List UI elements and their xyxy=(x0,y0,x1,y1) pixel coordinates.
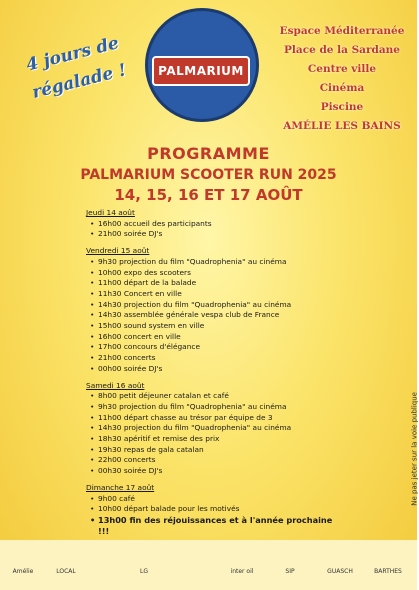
event-item: • 14h30 projection du film "Quadrophenia" au cinéma xyxy=(98,300,336,311)
event-item: • 8h00 petit déjeuner catalan et café xyxy=(98,391,336,402)
event-item: • 00h00 soirée DJ's xyxy=(98,364,336,375)
event-item: • 9h00 café xyxy=(98,494,336,505)
venue: AMÉLIE LES BAINS xyxy=(283,120,401,132)
venue: Piscine xyxy=(320,101,364,113)
event-item: • 11h00 départ chasse au trésor par équipe de 3 xyxy=(98,413,336,424)
venue: Cinéma xyxy=(319,82,365,94)
sponsor-logo: inter oil xyxy=(230,567,254,575)
event-item: • 9h30 projection du film "Quadrophenia" au cinéma xyxy=(98,402,336,413)
event-item: • 00h30 soirée DJ's xyxy=(98,466,336,477)
day-title: Samedi 16 août xyxy=(86,380,145,390)
sponsor-logo: Amélie xyxy=(12,567,34,575)
event-item: • 16h00 accueil des participants xyxy=(98,219,336,230)
sponsor-logo: BARTHES xyxy=(374,567,402,575)
event-item: • 21h00 concerts xyxy=(98,353,336,364)
day-section xyxy=(86,381,336,477)
sponsor-logo: SIP xyxy=(285,567,295,575)
event-item: • 17h00 concours d'élégance xyxy=(98,342,336,353)
venue: Espace Méditerranée xyxy=(279,25,405,37)
event-item: • 18h30 apéritif et remise des prix xyxy=(98,434,336,445)
day-title: Dimanche 17 août xyxy=(86,482,155,492)
logo-banner: PALMARIUM xyxy=(152,56,250,86)
programme-heading: PROGRAMME xyxy=(147,144,270,163)
event-item: • 10h00 départ balade pour les motivés xyxy=(98,504,336,515)
tagline: 4 jours de régalade ! xyxy=(24,33,129,103)
event-item: • 10h00 expo des scooters xyxy=(98,268,336,279)
sponsor-logo xyxy=(194,558,218,584)
event-item: • 15h00 sound system en ville xyxy=(98,321,336,332)
event-item: • 14h30 projection du film "Quadrophenia" au cinéma xyxy=(98,423,336,434)
sponsor-logo xyxy=(162,558,188,584)
day-section xyxy=(86,246,336,374)
event-item: • 19h30 repas de gala catalan xyxy=(98,445,336,456)
event-item: • 9h30 projection du film "Quadrophenia" au cinéma xyxy=(98,257,336,268)
event-item: • 16h00 concert en ville xyxy=(98,332,336,343)
day-title: Vendredi 15 août xyxy=(86,246,150,256)
event-highlight: • 13h00 fin des réjouissances et à l'année prochaine !!! xyxy=(98,515,336,536)
venue: Place de la Sardane xyxy=(284,44,400,56)
venues-list xyxy=(277,22,407,136)
sponsor-logo: GUASCH xyxy=(327,567,353,575)
title-block xyxy=(0,143,417,205)
event-item: • 14h30 assemblée générale vespa club de France xyxy=(98,310,336,321)
sponsor-logo: LOCAL xyxy=(56,567,76,575)
venue: Centre ville xyxy=(307,63,377,75)
sponsor-logo: LG xyxy=(140,567,148,575)
event-name: PALMARIUM SCOOTER RUN 2025 xyxy=(80,167,337,183)
sponsor-bar xyxy=(0,540,417,590)
event-dates: 14, 15, 16 ET 17 AOÛT xyxy=(114,186,303,204)
event-item: • 11h00 départ de la balade xyxy=(98,278,336,289)
sponsor-logo xyxy=(90,558,126,584)
day-title: Jeudi 14 août xyxy=(86,208,135,217)
day-section xyxy=(86,483,336,537)
programme-list xyxy=(86,208,336,542)
day-section xyxy=(86,208,336,240)
event-item: • 22h00 concerts xyxy=(98,455,336,466)
side-note: Ne pas jeter sur la voie publique xyxy=(411,392,419,506)
event-item: • 11h30 Concert en ville xyxy=(98,289,336,300)
event-item: • 21h00 soirée DJ's xyxy=(98,229,336,240)
